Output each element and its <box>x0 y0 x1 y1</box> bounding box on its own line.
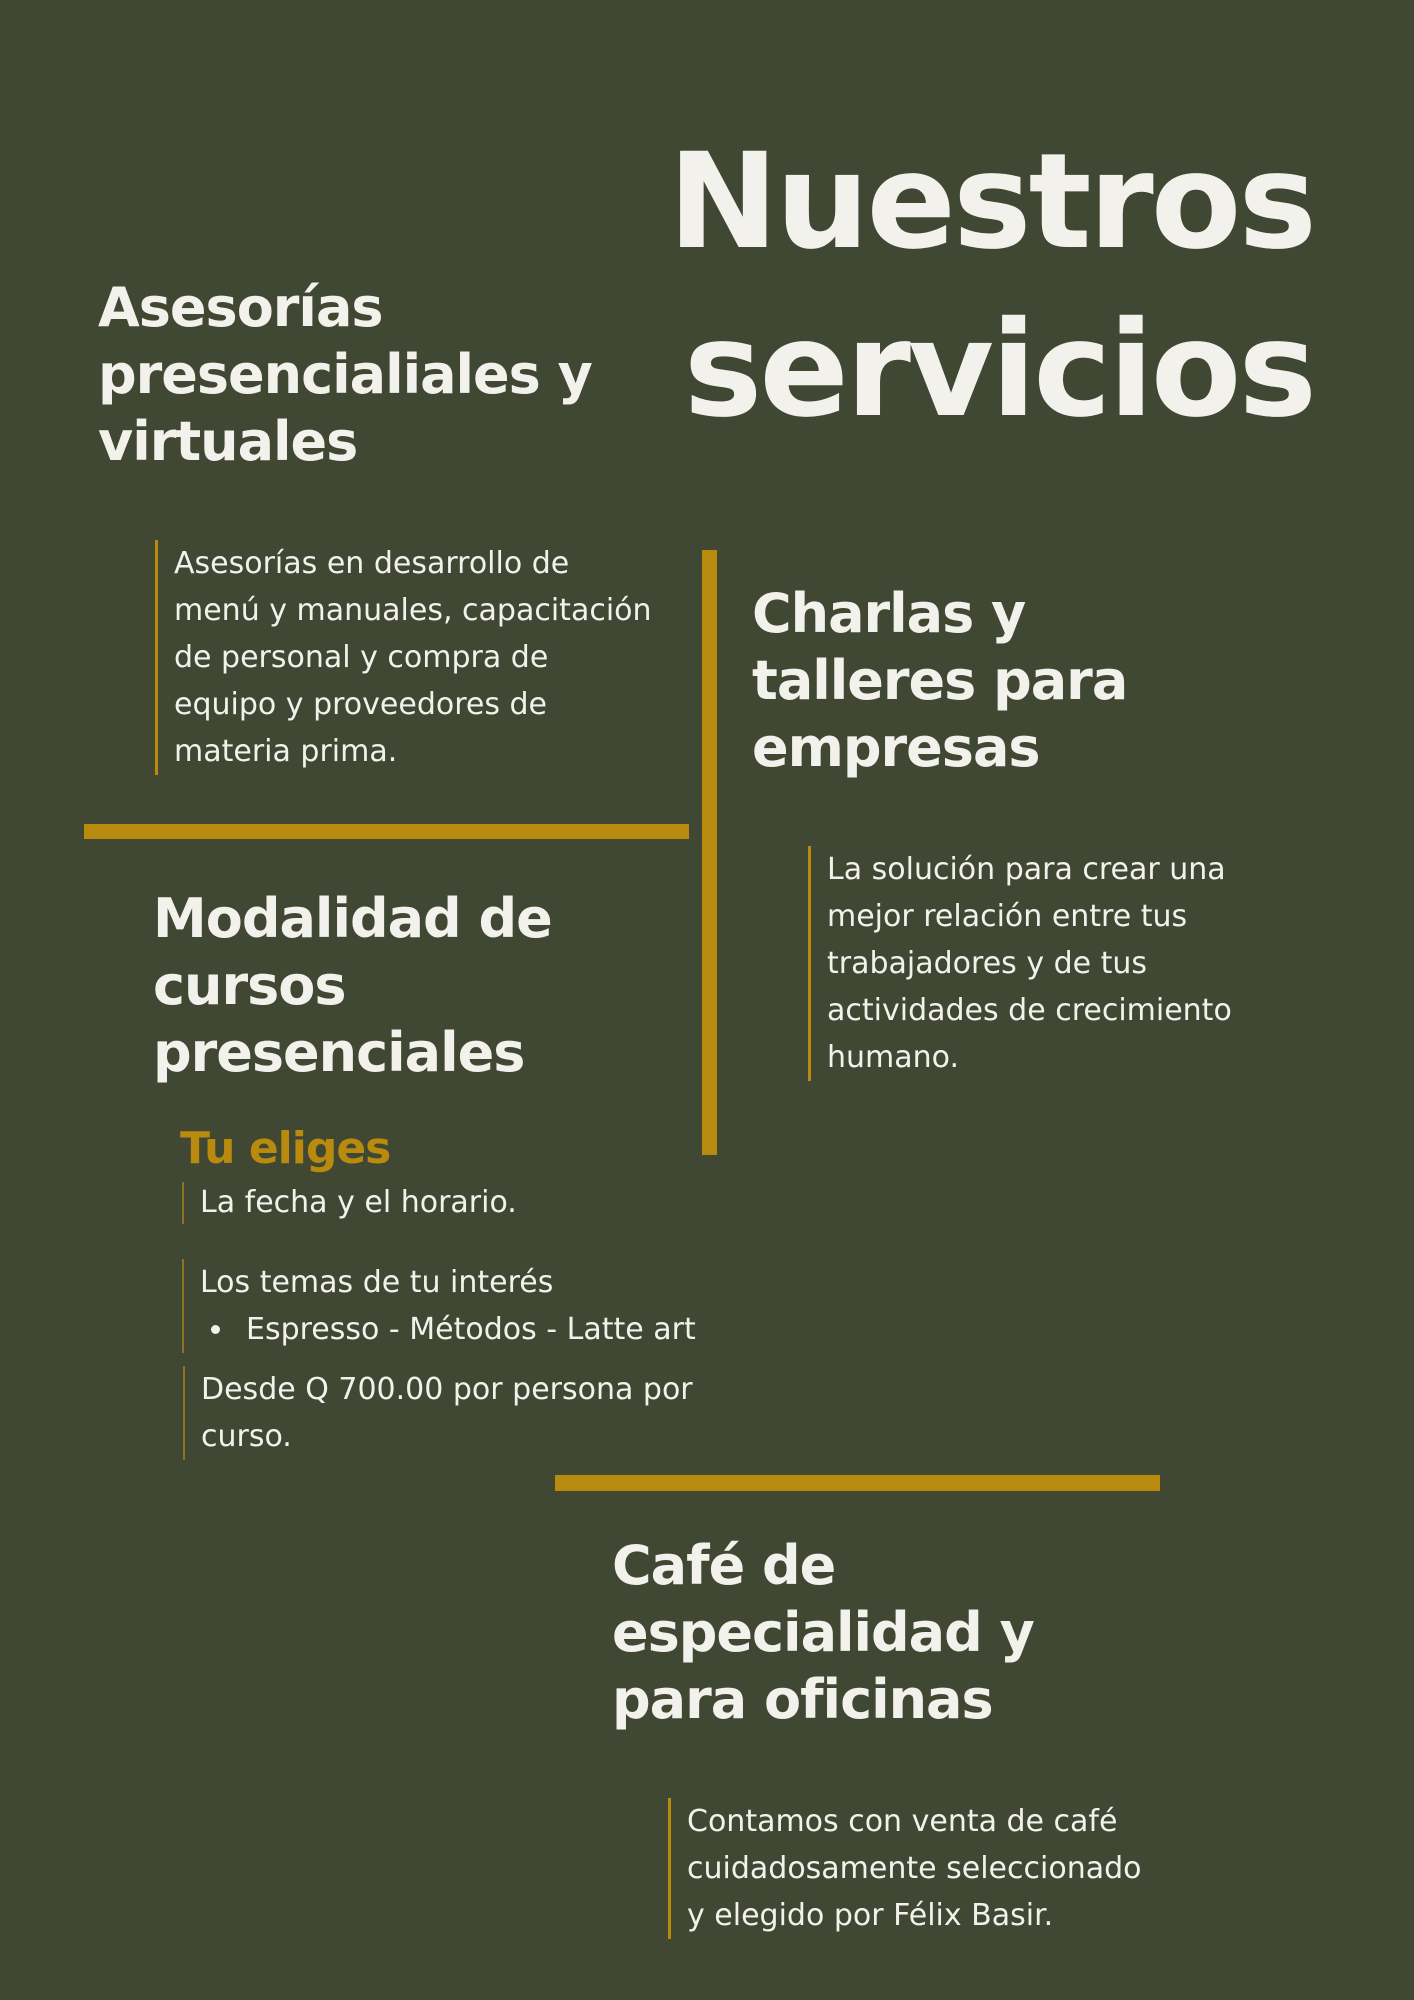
horizontal-divider-left <box>84 824 689 839</box>
asesorias-heading-line: Asesorías <box>98 276 383 339</box>
charlas-description-line: trabajadores y de tus <box>827 946 1148 981</box>
cafe-description-line: y elegido por Félix Basir. <box>687 1898 1054 1933</box>
asesorias-description-line: menú y manuales, capacitación <box>174 593 652 628</box>
price-line: curso. <box>201 1419 292 1454</box>
price-line: Desde Q 700.00 por persona por <box>201 1372 693 1407</box>
topics-item-text: Los temas de tu interés <box>200 1265 554 1300</box>
horizontal-divider-bottom <box>555 1475 1160 1491</box>
price-item <box>183 1366 801 1460</box>
topics-item <box>182 1259 820 1353</box>
topics-bullet-item: • Espresso - Métodos - Latte art <box>236 1306 820 1353</box>
modalidad-heading-line: presenciales <box>153 1021 525 1084</box>
modalidad-heading <box>153 885 552 1086</box>
page-title <box>668 118 1314 454</box>
asesorias-description-line: equipo y proveedores de <box>174 687 548 722</box>
vertical-divider <box>702 550 717 1155</box>
cafe-description <box>668 1798 1207 1939</box>
charlas-description-line: actividades de crecimiento <box>827 993 1232 1028</box>
cafe-heading-line: Café de <box>612 1534 836 1597</box>
cafe-heading-line: para oficinas <box>612 1668 993 1731</box>
charlas-heading <box>752 580 1127 781</box>
modalidad-heading-line: cursos <box>153 954 346 1017</box>
page-title-line-2: servicios <box>683 293 1314 447</box>
asesorias-description-line: de personal y compra de <box>174 640 549 675</box>
asesorias-heading <box>98 274 592 475</box>
page-title-line-1: Nuestros <box>668 125 1314 279</box>
charlas-heading-line: empresas <box>752 716 1040 779</box>
charlas-heading-line: Charlas y <box>752 582 1026 645</box>
charlas-description <box>808 846 1327 1081</box>
schedule-item <box>182 1182 760 1224</box>
modalidad-heading-line: Modalidad de <box>153 887 552 950</box>
schedule-item-text: La fecha y el horario. <box>200 1185 517 1220</box>
cafe-heading-line: especialidad y <box>612 1601 1034 1664</box>
cafe-heading <box>612 1532 1034 1733</box>
asesorias-description <box>155 540 704 775</box>
cafe-description-line: cuidadosamente seleccionado <box>687 1851 1142 1886</box>
charlas-description-line: La solución para crear una <box>827 852 1226 887</box>
cafe-description-line: Contamos con venta de café <box>687 1804 1118 1839</box>
asesorias-heading-line: presencialiales y <box>98 343 592 406</box>
charlas-description-line: mejor relación entre tus <box>827 899 1188 934</box>
charlas-heading-line: talleres para <box>752 649 1128 712</box>
topics-list <box>200 1306 820 1353</box>
modalidad-subheading: Tu eliges <box>180 1123 391 1174</box>
asesorias-description-line: materia prima. <box>174 734 398 769</box>
charlas-description-line: humano. <box>827 1040 960 1075</box>
asesorias-description-line: Asesorías en desarrollo de <box>174 546 570 581</box>
asesorias-heading-line: virtuales <box>98 410 358 473</box>
